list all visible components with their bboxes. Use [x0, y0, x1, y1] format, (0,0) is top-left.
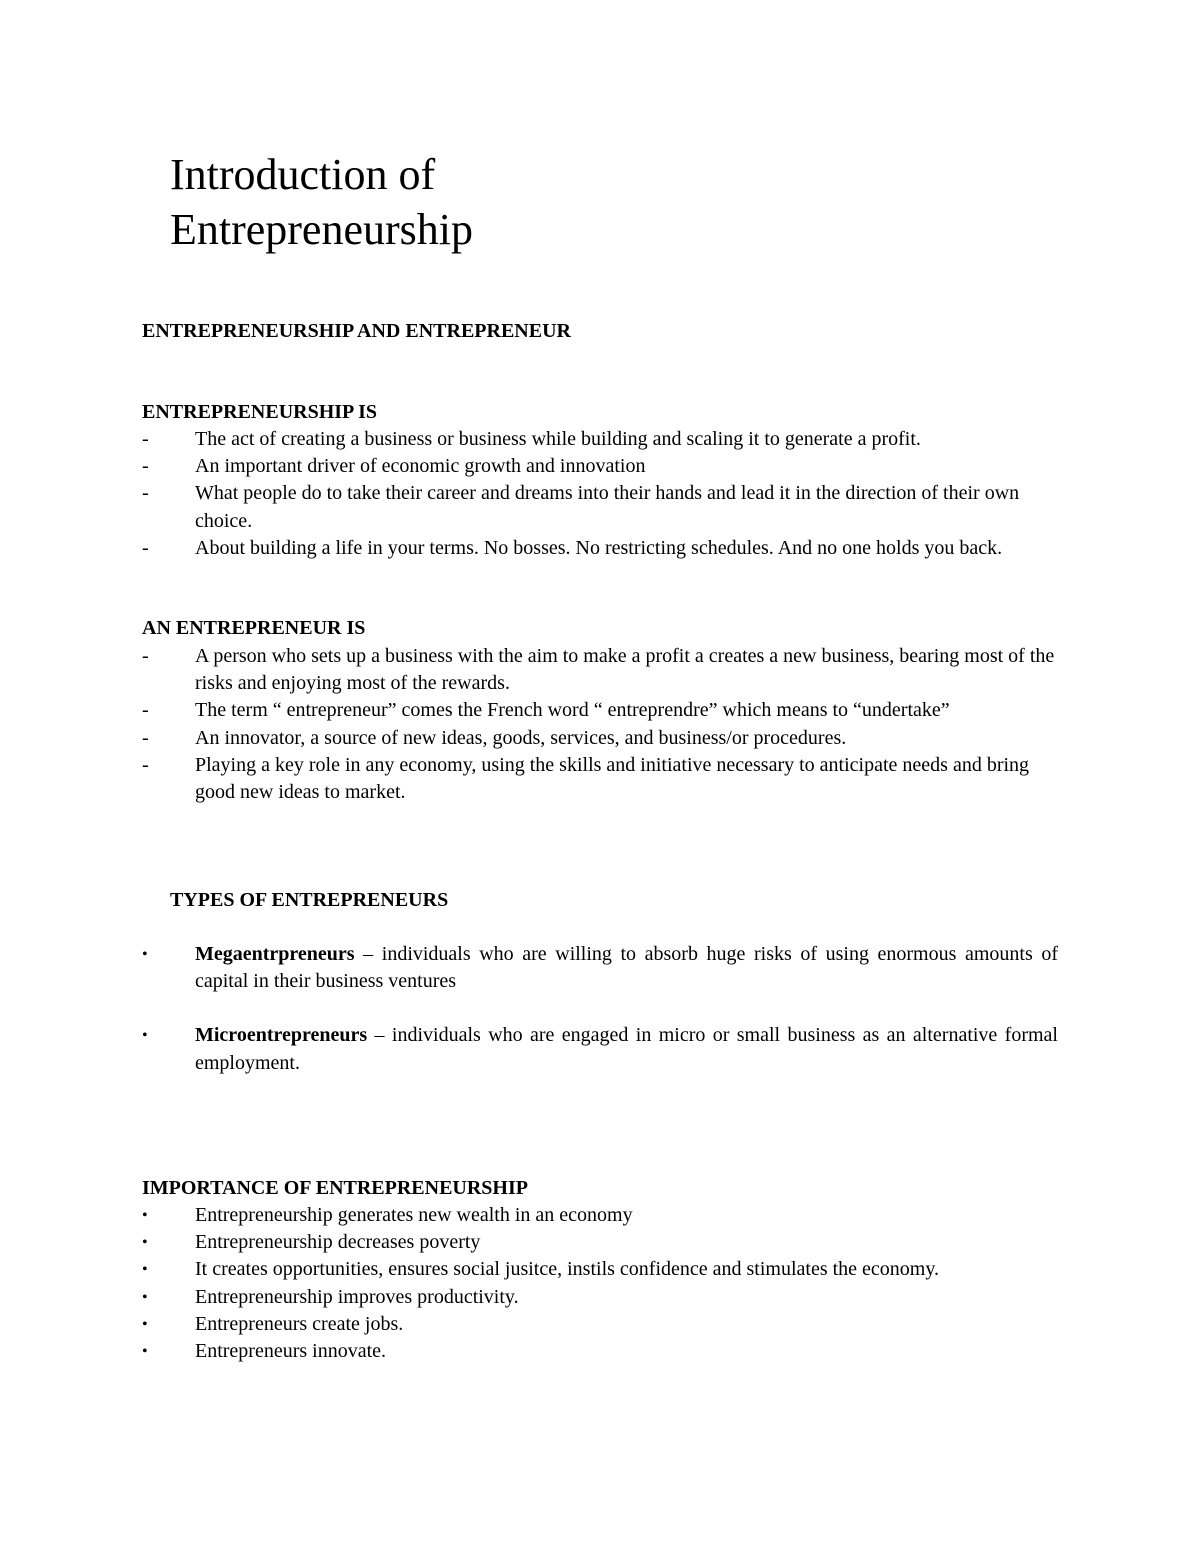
- list-item-text: Entrepreneurship generates new wealth in an economy: [195, 1204, 633, 1226]
- list-item: [142, 941, 1058, 995]
- list-item-text: Entrepreneurs innovate.: [195, 1340, 387, 1363]
- bullet-marker: •: [142, 1027, 148, 1045]
- bullet-marker: •: [142, 1261, 148, 1279]
- list-item-text: The term “ entrepreneur” comes the French word “ entreprendre” which means to “undertake”: [195, 699, 950, 722]
- list-item-text: Entrepreneurs create jobs.: [195, 1312, 404, 1335]
- title-line-2: Entrepreneurship: [170, 205, 473, 254]
- bullet-marker: •: [142, 1207, 148, 1224]
- document-title: [170, 147, 770, 257]
- list-item: [142, 752, 1058, 806]
- type-description: – individuals who are engaged in micro or small business as an alternative formal employment.: [195, 1024, 1058, 1074]
- list-item-text: Entrepreneurship decreases poverty: [195, 1231, 481, 1254]
- bullet-marker: •: [142, 946, 148, 963]
- list-item-text: About building a life in your terms. No bosses. No restricting schedules. And no one holds you back.: [195, 536, 1003, 559]
- type-term: Megaentrpreneurs: [195, 943, 355, 965]
- list-item: [142, 1338, 1058, 1365]
- entrepreneur-is-heading: AN ENTREPRENEUR IS: [142, 617, 366, 639]
- dash-marker: -: [142, 482, 149, 505]
- dash-marker: -: [142, 726, 149, 749]
- list-item-text: It creates opportunities, ensures social jusitce, instils confidence and stimulates the economy.: [195, 1258, 940, 1281]
- list-item: [142, 453, 1058, 480]
- list-item: [142, 1311, 1058, 1338]
- list-item: [142, 1229, 1058, 1256]
- list-item: [142, 1202, 1058, 1229]
- title-line-1: Introduction of: [170, 150, 436, 199]
- list-item-text: An innovator, a source of new ideas, goods, services, and business/or procedures.: [195, 726, 847, 749]
- bullet-marker: •: [142, 1343, 148, 1361]
- type-description: – individuals who are willing to absorb huge risks of using enormous amounts of capital in their business ventures: [195, 943, 1058, 993]
- dash-marker: -: [142, 645, 149, 667]
- entrepreneurship-is-heading: ENTREPRENEURSHIP IS: [142, 401, 378, 423]
- list-item: [142, 535, 1058, 562]
- dash-marker: -: [142, 428, 149, 450]
- entrepreneur-is-list: [142, 643, 1058, 806]
- list-item: [142, 1284, 1058, 1311]
- list-item: [142, 725, 1058, 752]
- list-item: [142, 697, 1058, 724]
- list-item: [142, 643, 1058, 697]
- bullet-marker: •: [142, 1234, 148, 1252]
- importance-heading: IMPORTANCE OF ENTREPRENEURSHIP: [142, 1177, 528, 1199]
- list-item: [142, 1022, 1058, 1076]
- dash-marker: -: [142, 536, 149, 559]
- dash-marker: -: [142, 455, 149, 478]
- list-item-text: Playing a key role in any economy, using the skills and initiative necessary to anticipate needs and bring good new ideas to market.: [195, 753, 1030, 804]
- bullet-marker: •: [142, 1288, 148, 1306]
- entrepreneurship-is-list: [142, 426, 1058, 562]
- list-item-text: A person who sets up a business with the aim to make a profit a creates a new business, bearing most of the risks and enjoying most of the rewards.: [195, 645, 1055, 695]
- list-item: [142, 1256, 1058, 1283]
- list-item: [142, 480, 1058, 534]
- section-heading-main: ENTREPRENEURSHIP AND ENTREPRENEUR: [142, 320, 571, 342]
- types-heading: TYPES OF ENTREPRENEURS: [170, 889, 449, 911]
- dash-marker: -: [142, 753, 149, 776]
- list-item-text: What people do to take their career and dreams into their hands and lead it in the direction of their own choice.: [195, 482, 1020, 532]
- list-item-text: The act of creating a business or business while building and scaling it to generate a profit.: [195, 428, 921, 450]
- list-item: [142, 426, 1058, 453]
- dash-marker: -: [142, 699, 149, 722]
- bullet-marker: •: [142, 1315, 148, 1333]
- types-list: [142, 941, 1058, 1077]
- list-item-text: Entrepreneurship improves productivity.: [195, 1285, 519, 1308]
- list-item-text: An important driver of economic growth and innovation: [195, 455, 646, 478]
- type-term: Microentrepreneurs: [195, 1024, 368, 1047]
- importance-list: [142, 1202, 1058, 1365]
